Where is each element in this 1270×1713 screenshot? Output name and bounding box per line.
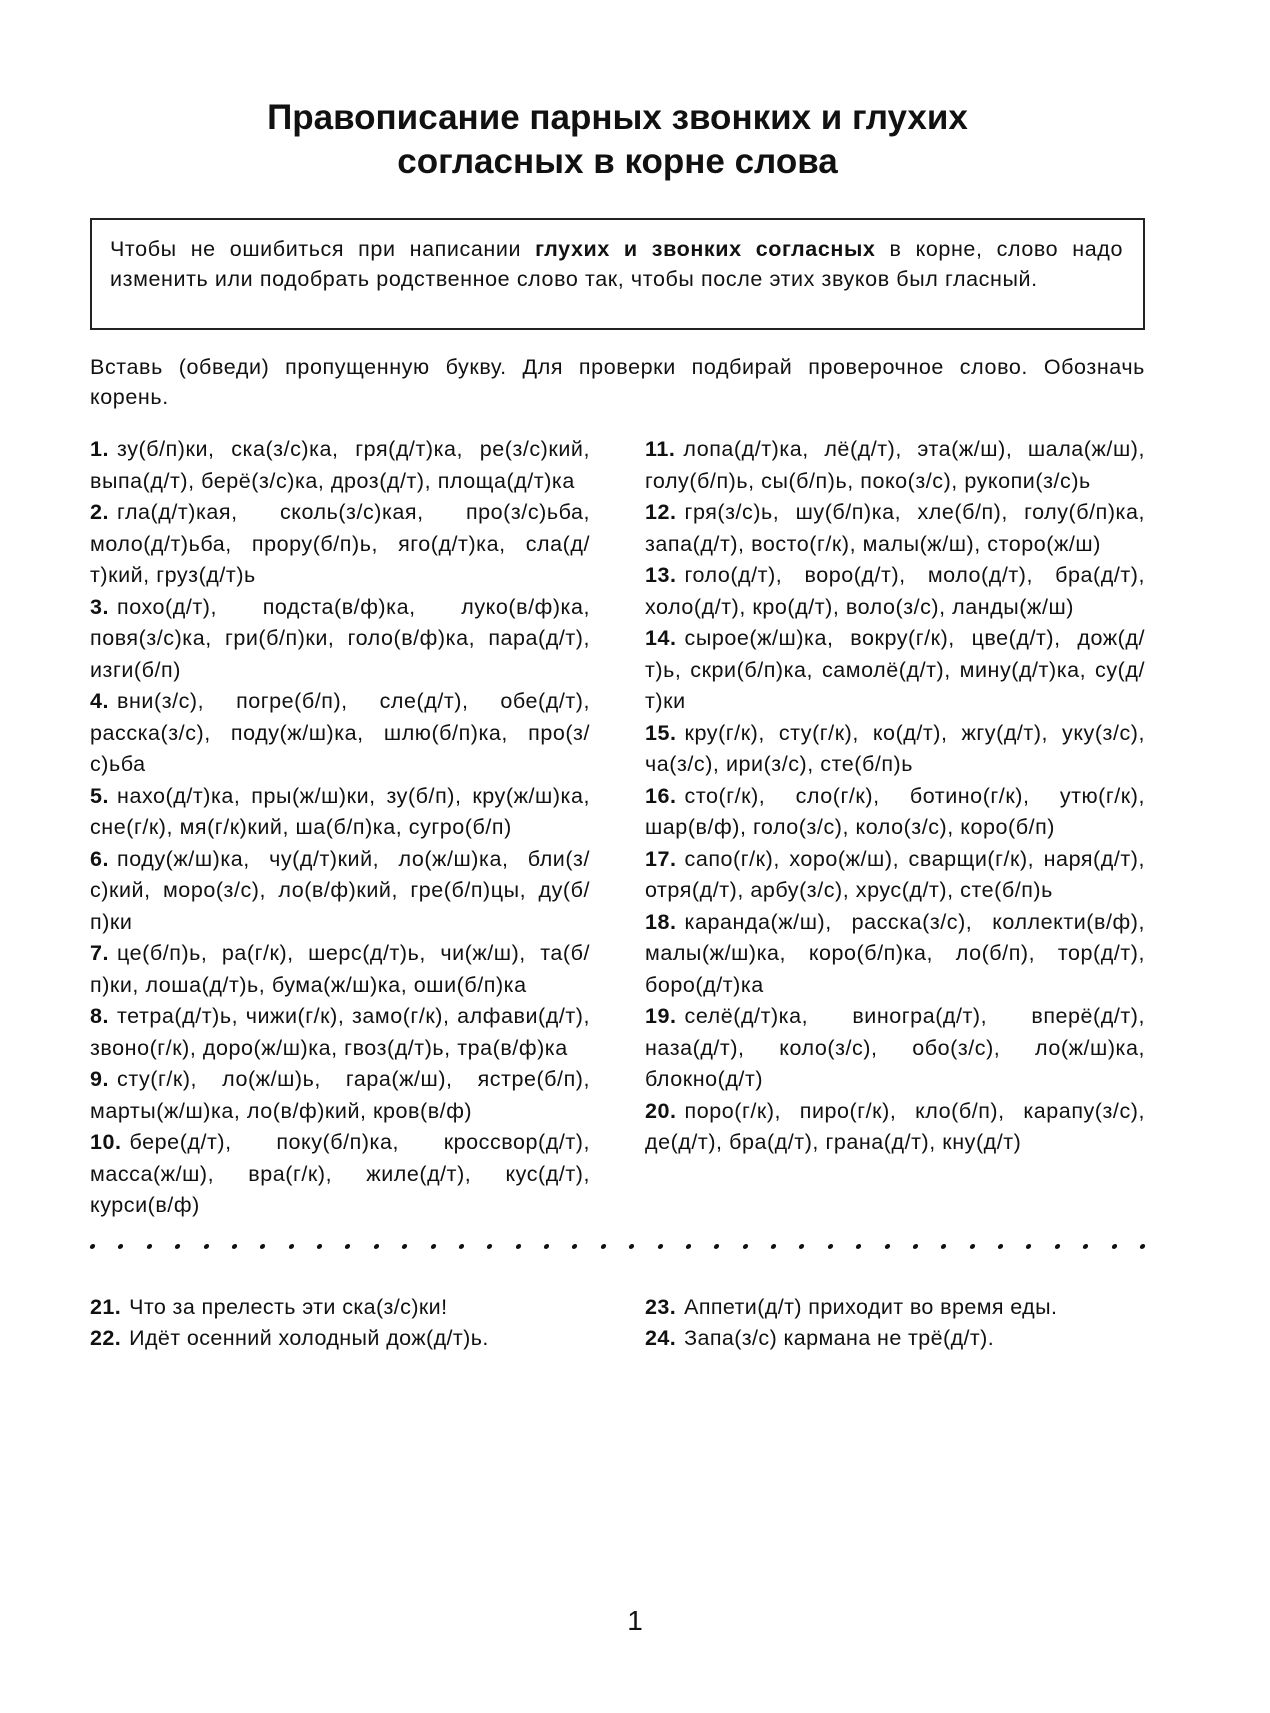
sentence-columns	[90, 1292, 1145, 1355]
exercise-column-right	[645, 434, 1145, 1222]
separator-dot	[174, 1244, 180, 1249]
item-text: Идёт осенний холодный дож(д/т)ь.	[129, 1326, 489, 1350]
separator-dot	[316, 1244, 322, 1249]
dotted-separator	[90, 1232, 1145, 1262]
item-text: це(б/п)ь, ра(г/к), шерс(д/т)ь, чи(ж/ш), та(б/п)ки, лоша(д/т)ь, бума(ж/ш)ка, оши(б/п)ка	[90, 941, 590, 997]
sentence-item	[90, 1323, 590, 1355]
item-text: Что за прелесть эти ска(з/с)ки!	[129, 1294, 448, 1319]
item-number: 24.	[645, 1326, 677, 1350]
item-text: тетра(д/т)ь, чижи(г/к), замо(г/к), алфави(д/т), звоно(г/к), доро(ж/ш)ка, гвоз(д/т)ь, тра(в/ф)ка	[90, 1004, 590, 1060]
item-text: поро(г/к), пиро(г/к), кло(б/п), карапу(з/с), де(д/т), бра(д/т), грана(д/т), кну(д/т)	[645, 1098, 1145, 1154]
item-number: 9.	[90, 1067, 110, 1091]
separator-dot	[487, 1244, 493, 1249]
item-number: 4.	[90, 689, 110, 713]
item-number: 5.	[90, 783, 110, 808]
separator-dot	[89, 1244, 95, 1249]
item-number: 2.	[90, 500, 110, 524]
item-number: 6.	[90, 846, 110, 871]
sentence-column-right	[645, 1292, 1145, 1355]
item-number: 8.	[90, 1004, 110, 1028]
separator-dot	[146, 1244, 152, 1249]
exercise-item	[645, 907, 1145, 1002]
exercise-item	[645, 844, 1145, 907]
item-text: бере(д/т), поку(б/п)ка, кроссвор(д/т), масса(ж/ш), вра(г/к), жиле(д/т), кус(д/т), курси(в/ф)	[90, 1130, 590, 1217]
page-title	[90, 96, 1145, 184]
page	[90, 0, 1145, 1355]
item-text: селё(д/т)ка, виногра(д/т), вперё(д/т), наза(д/т), коло(з/с), обо(з/с), ло(ж/ш)ка, блокно(д/т)	[645, 1004, 1145, 1091]
exercise-item	[90, 781, 590, 844]
item-text: сту(г/к), ло(ж/ш)ь, гара(ж/ш), ястре(б/п), марты(ж/ш)ка, ло(в/ф)кий, кров(в/ф)	[90, 1067, 590, 1123]
item-text: лопа(д/т)ка, лё(д/т), эта(ж/ш), шала(ж/ш), голу(б/п)ь, сы(б/п)ь, поко(з/с), рукопи(з/с)ь	[645, 437, 1145, 493]
separator-dot	[373, 1244, 379, 1249]
item-text: кру(г/к), сту(г/к), ко(д/т), жгу(д/т), уку(з/с), ча(з/с), ири(з/с), сте(б/п)ь	[645, 720, 1145, 776]
separator-dot	[515, 1244, 521, 1249]
separator-dot	[628, 1244, 634, 1249]
exercise-item	[645, 1001, 1145, 1096]
separator-dot	[458, 1244, 464, 1249]
item-text: зу(б/п)ки, ска(з/с)ка, гря(д/т)ка, ре(з/с)кий, выпа(д/т), берё(з/с)ка, дроз(д/т), площа(д/т)ка	[90, 437, 590, 493]
separator-dot	[1082, 1244, 1088, 1249]
sentence-item	[645, 1292, 1145, 1324]
separator-dot	[912, 1244, 918, 1249]
item-number: 14.	[645, 626, 677, 650]
exercise-item	[90, 497, 590, 592]
item-number: 23.	[645, 1294, 677, 1319]
rule-text-after: в корне, слово надо изменить или подобрать родственное слово так, чтобы после этих звуков был гласный.	[110, 237, 1123, 291]
sentence-item	[90, 1292, 590, 1324]
separator-dot	[345, 1244, 351, 1249]
separator-dot	[714, 1244, 720, 1249]
exercise-item	[645, 560, 1145, 623]
separator-dot	[260, 1244, 266, 1249]
separator-dot	[855, 1244, 861, 1249]
separator-dot	[231, 1244, 237, 1249]
page-number: 1	[627, 1605, 643, 1636]
exercise-item	[645, 781, 1145, 844]
exercise-item	[90, 686, 590, 781]
title-line-2: согласных в корне слова	[397, 142, 838, 181]
item-number: 22.	[90, 1326, 122, 1350]
exercise-columns	[90, 434, 1145, 1222]
item-text: сапо(г/к), хоро(ж/ш), сварщи(г/к), наря(д/т), отря(д/т), арбу(з/с), хрус(д/т), сте(б/п)ь	[645, 846, 1145, 902]
exercise-item	[645, 1096, 1145, 1159]
item-text: голо(д/т), воро(д/т), моло(д/т), бра(д/т), холо(д/т), кро(д/т), воло(з/с), ланды(ж/ш)	[645, 563, 1145, 619]
separator-dot	[600, 1244, 606, 1249]
item-text: похо(д/т), подста(в/ф)ка, луко(в/ф)ка, повя(з/с)ка, гри(б/п)ки, голо(в/ф)ка, пара(д/т), изги(б/п)	[90, 594, 590, 682]
item-number: 13.	[645, 563, 677, 587]
item-text: гла(д/т)кая, сколь(з/с)кая, про(з/с)ьба, моло(д/т)ьба, прору(б/п)ь, яго(д/т)ка, сла(д/т)кий, груз(д/т)ь	[90, 500, 590, 587]
separator-dot	[799, 1244, 805, 1249]
separator-dot	[118, 1244, 124, 1249]
separator-dot	[884, 1244, 890, 1249]
item-number: 11.	[645, 437, 676, 461]
separator-dot	[941, 1244, 947, 1249]
item-text: сто(г/к), сло(г/к), ботино(г/к), утю(г/к), шар(в/ф), голо(з/с), коло(з/с), коро(б/п)	[645, 783, 1145, 839]
instruction: Вставь (обведи) пропущенную букву. Для проверки подбирай проверочное слово. Обозначь корень.	[90, 355, 1145, 409]
title-line-1: Правописание парных звонких и глухих	[267, 98, 968, 137]
item-number: 10.	[90, 1130, 122, 1154]
separator-dot	[430, 1244, 436, 1249]
exercise-item	[645, 434, 1145, 497]
exercise-item	[90, 434, 590, 497]
separator-dot	[827, 1244, 833, 1249]
item-text: сырое(ж/ш)ка, вокру(г/к), цве(д/т), дож(д/т)ь, скри(б/п)ка, самолё(д/т), мину(д/т)ка, су(д/т)ки	[645, 626, 1145, 713]
exercise-item	[90, 1127, 590, 1222]
separator-dot	[1111, 1244, 1117, 1249]
separator-dot	[1054, 1244, 1060, 1249]
item-text: каранда(ж/ш), расска(з/с), коллекти(в/ф), малы(ж/ш)ка, коро(б/п)ка, ло(б/п), тор(д/т), боро(д/т)ка	[645, 909, 1145, 997]
separator-dot	[742, 1244, 748, 1249]
separator-dot	[770, 1244, 776, 1249]
item-text: Запа(з/с) кармана не трё(д/т).	[684, 1326, 995, 1350]
exercise-item	[90, 1064, 590, 1127]
exercise-item	[645, 718, 1145, 781]
item-number: 19.	[645, 1004, 677, 1028]
separator-dot	[969, 1244, 975, 1249]
separator-dot	[1139, 1244, 1145, 1249]
rule-text-bold: глухих и звонких согласных	[535, 237, 876, 261]
item-number: 15.	[645, 720, 677, 745]
item-text: нахо(д/т)ка, пры(ж/ш)ки, зу(б/п), кру(ж/ш)ка, сне(г/к), мя(г/к)кий, ша(б/п)ка, сугро(б/п)	[90, 783, 590, 839]
exercise-item	[645, 623, 1145, 718]
sentence-column-left	[90, 1292, 590, 1355]
separator-dot	[685, 1244, 691, 1249]
separator-dot	[657, 1244, 663, 1249]
exercise-item	[645, 497, 1145, 560]
item-number: 18.	[645, 909, 677, 934]
separator-dot	[543, 1244, 549, 1249]
separator-dot	[997, 1244, 1003, 1249]
item-text: гря(з/с)ь, шу(б/п)ка, хле(б/п), голу(б/п)ка, запа(д/т), восто(г/к), малы(ж/ш), сторо(ж/ш)	[645, 500, 1145, 556]
exercise-item	[90, 844, 590, 939]
separator-dot	[288, 1244, 294, 1249]
exercise-column-left	[90, 434, 590, 1222]
rule-text-before: Чтобы не ошибиться при написании	[110, 237, 536, 261]
item-number: 16.	[645, 783, 677, 808]
separator-dot	[1026, 1244, 1032, 1249]
separator-dot	[401, 1244, 407, 1249]
item-number: 3.	[90, 594, 110, 619]
item-number: 1.	[90, 437, 110, 461]
item-text: поду(ж/ш)ка, чу(д/т)кий, ло(ж/ш)ка, бли(з/с)кий, моро(з/с), ло(в/ф)кий, гре(б/п)цы, ду(б/п)ки	[90, 846, 590, 934]
rule-box	[90, 218, 1145, 330]
separator-dot	[203, 1244, 209, 1249]
item-number: 21.	[90, 1294, 122, 1319]
item-number: 12.	[645, 500, 677, 524]
item-number: 17.	[645, 846, 677, 871]
item-text: вни(з/с), погре(б/п), сле(д/т), обе(д/т), расска(з/с), поду(ж/ш)ка, шлю(б/п)ка, про(з/с)ьба	[90, 689, 590, 776]
exercise-item	[90, 938, 590, 1001]
separator-dot	[572, 1244, 578, 1249]
item-number: 20.	[645, 1098, 677, 1123]
item-number: 7.	[90, 941, 110, 965]
exercise-item	[90, 592, 590, 687]
exercise-item	[90, 1001, 590, 1064]
item-text: Аппети(д/т) приходит во время еды.	[684, 1294, 1058, 1319]
sentence-item	[645, 1323, 1145, 1355]
